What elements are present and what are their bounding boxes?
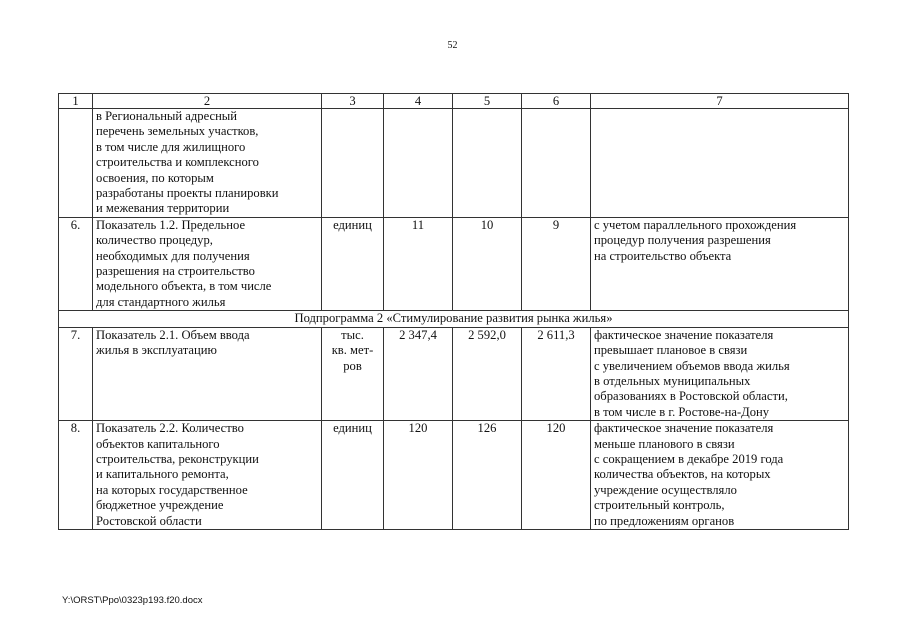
note-cell: фактическое значение показателя превышает плановое в связи с увеличением объемов ввода жилья в отдельных муниципальных образованиях в Ростовской области, в том числе в г. Ростове-на-Дону — [591, 327, 849, 420]
value-cell: 9 — [522, 217, 591, 310]
row-number-cell: 8. — [59, 421, 93, 530]
table-row — [59, 421, 849, 530]
table-row — [59, 327, 849, 420]
page-number: 52 — [447, 40, 458, 51]
row-number-cell — [59, 109, 93, 218]
header-cell: 2 — [93, 94, 322, 109]
subprogram-title: Подпрограмма 2 «Стимулирование развития рынка жилья» — [59, 311, 849, 327]
note-cell: с учетом параллельного прохождения процедур получения разрешения на строительство объекта — [591, 217, 849, 310]
header-cell: 5 — [453, 94, 522, 109]
indicator-cell: Показатель 1.2. Предельное количество процедур, необходимых для получения разрешения на строительство модельного объекта, в том числе для стандартного жилья — [93, 217, 322, 310]
value-cell: 126 — [453, 421, 522, 530]
value-cell: 11 — [384, 217, 453, 310]
file-path-footer: Y:\ORST\Ppo\0323p193.f20.docx — [62, 595, 203, 606]
table-header-row — [59, 94, 849, 109]
row-number-cell: 6. — [59, 217, 93, 310]
value-cell: 2 611,3 — [522, 327, 591, 420]
value-cell: 120 — [522, 421, 591, 530]
value-cell: 2 592,0 — [453, 327, 522, 420]
indicator-cell: Показатель 2.2. Количество объектов капитального строительства, реконструкции и капитального ремонта, на которых государственное бюджетное учреждение Ростовской области — [93, 421, 322, 530]
unit-cell: единиц — [322, 421, 384, 530]
row-number-cell: 7. — [59, 327, 93, 420]
value-cell: 2 347,4 — [384, 327, 453, 420]
header-cell: 1 — [59, 94, 93, 109]
header-cell: 7 — [591, 94, 849, 109]
indicator-cell: Показатель 2.1. Объем ввода жилья в эксплуатацию — [93, 327, 322, 420]
value-cell — [453, 109, 522, 218]
unit-cell: единиц — [322, 217, 384, 310]
value-cell — [384, 109, 453, 218]
unit-cell — [322, 109, 384, 218]
table-row — [59, 217, 849, 310]
header-cell: 6 — [522, 94, 591, 109]
header-cell: 4 — [384, 94, 453, 109]
table-row — [59, 109, 849, 218]
unit-cell: тыс. кв. мет- ров — [322, 327, 384, 420]
header-cell: 3 — [322, 94, 384, 109]
indicator-cell: в Региональный адресный перечень земельных участков, в том числе для жилищного строительства и комплексного освоения, по которым разработаны проекты планировки и межевания территории — [93, 109, 322, 218]
subprogram-row — [59, 311, 849, 327]
report-table — [58, 93, 849, 530]
value-cell: 120 — [384, 421, 453, 530]
value-cell: 10 — [453, 217, 522, 310]
note-cell: фактическое значение показателя меньше планового в связи с сокращением в декабре 2019 года количества объектов, на которых учреждение осуществляло строительный контроль, по предложениям органов — [591, 421, 849, 530]
value-cell — [522, 109, 591, 218]
note-cell — [591, 109, 849, 218]
